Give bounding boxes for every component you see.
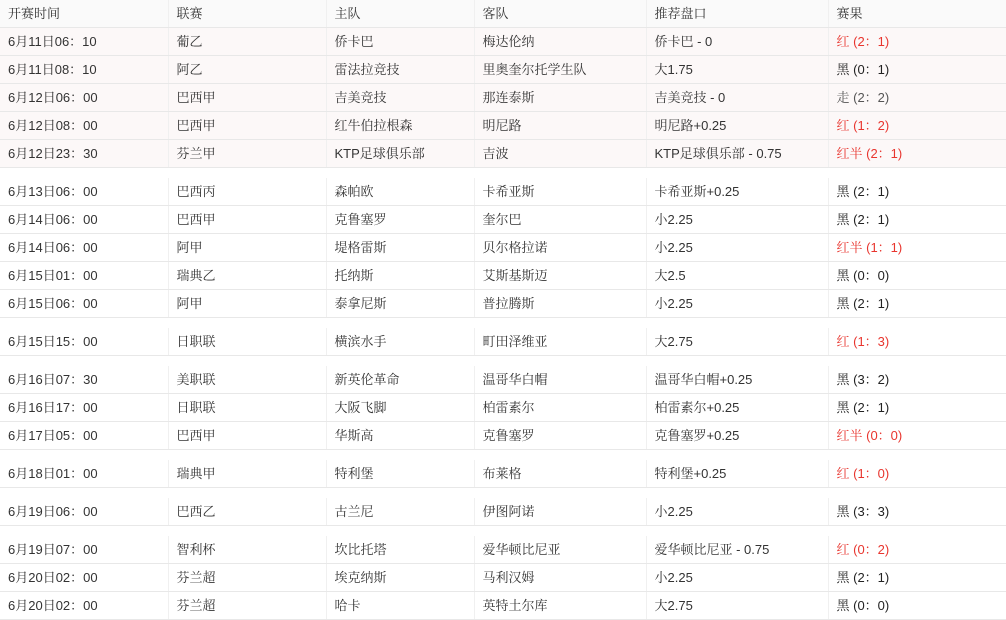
cell-result: 黑 (3：3) (828, 498, 1006, 526)
cell-result: 红 (1：3) (828, 328, 1006, 356)
cell-league: 巴西甲 (168, 112, 326, 140)
table-row[interactable] (0, 206, 1006, 234)
cell-away-team: 町田泽维亚 (474, 328, 646, 356)
cell-time: 6月11日06：10 (0, 28, 168, 56)
cell-result: 黑 (2：1) (828, 290, 1006, 318)
cell-away-team: 英特土尔库 (474, 592, 646, 620)
table-row[interactable] (0, 498, 1006, 526)
cell-pick: 小2.25 (646, 564, 828, 592)
cell-league: 阿乙 (168, 56, 326, 84)
cell-result: 红 (0：2) (828, 536, 1006, 564)
cell-pick: 克鲁塞罗+0.25 (646, 422, 828, 450)
table-row[interactable] (0, 28, 1006, 56)
table-row[interactable] (0, 366, 1006, 394)
cell-time: 6月12日23：30 (0, 140, 168, 168)
cell-time: 6月16日07：30 (0, 366, 168, 394)
table-row[interactable] (0, 328, 1006, 356)
cell-time: 6月11日08：10 (0, 56, 168, 84)
cell-league: 瑞典乙 (168, 262, 326, 290)
cell-result: 黑 (0：0) (828, 262, 1006, 290)
cell-home-team: 大阪飞脚 (326, 394, 474, 422)
table-row[interactable] (0, 140, 1006, 168)
cell-away-team: 卡希亚斯 (474, 178, 646, 206)
cell-away-team: 马利汉姆 (474, 564, 646, 592)
cell-away-team: 明尼路 (474, 112, 646, 140)
cell-league: 芬兰超 (168, 592, 326, 620)
cell-pick: 温哥华白帽+0.25 (646, 366, 828, 394)
cell-away-team: 奎尔巴 (474, 206, 646, 234)
cell-away-team: 柏雷素尔 (474, 394, 646, 422)
cell-result: 走 (2：2) (828, 84, 1006, 112)
cell-pick: 大1.75 (646, 56, 828, 84)
table-header (0, 0, 1006, 28)
cell-home-team: 泰拿尼斯 (326, 290, 474, 318)
cell-away-team: 艾斯基斯迈 (474, 262, 646, 290)
cell-home-team: 红牛伯拉根森 (326, 112, 474, 140)
cell-league: 芬兰甲 (168, 140, 326, 168)
cell-result: 黑 (2：1) (828, 206, 1006, 234)
cell-home-team: 坎比托塔 (326, 536, 474, 564)
cell-time: 6月14日06：00 (0, 206, 168, 234)
row-spacer (0, 526, 1006, 537)
cell-away-team: 普拉腾斯 (474, 290, 646, 318)
cell-home-team: 侨卡巴 (326, 28, 474, 56)
cell-away-team: 克鲁塞罗 (474, 422, 646, 450)
cell-time: 6月18日01：00 (0, 460, 168, 488)
cell-home-team: KTP足球俱乐部 (326, 140, 474, 168)
cell-league: 瑞典甲 (168, 460, 326, 488)
table-row[interactable] (0, 234, 1006, 262)
cell-pick: 吉美竞技 - 0 (646, 84, 828, 112)
cell-pick: 侨卡巴 - 0 (646, 28, 828, 56)
table-row[interactable] (0, 592, 1006, 620)
cell-time: 6月19日07：00 (0, 536, 168, 564)
cell-home-team: 吉美竞技 (326, 84, 474, 112)
column-header-result: 赛果 (828, 0, 1006, 28)
cell-league: 日职联 (168, 328, 326, 356)
cell-pick: 柏雷素尔+0.25 (646, 394, 828, 422)
spacer-cell (0, 168, 1006, 179)
cell-home-team: 雷法拉竞技 (326, 56, 474, 84)
spacer-cell (0, 488, 1006, 499)
spacer-cell (0, 450, 1006, 461)
table-row[interactable] (0, 536, 1006, 564)
cell-result: 红半 (2：1) (828, 140, 1006, 168)
column-header-league: 联赛 (168, 0, 326, 28)
cell-league: 日职联 (168, 394, 326, 422)
cell-league: 巴西甲 (168, 84, 326, 112)
cell-time: 6月15日15：00 (0, 328, 168, 356)
cell-pick: 大2.75 (646, 328, 828, 356)
cell-away-team: 梅达伦纳 (474, 28, 646, 56)
cell-time: 6月19日06：00 (0, 498, 168, 526)
cell-pick: 小2.25 (646, 234, 828, 262)
cell-away-team: 布莱格 (474, 460, 646, 488)
cell-league: 阿甲 (168, 234, 326, 262)
table-row[interactable] (0, 394, 1006, 422)
column-header-home-team: 主队 (326, 0, 474, 28)
cell-pick: 大2.5 (646, 262, 828, 290)
cell-league: 阿甲 (168, 290, 326, 318)
spacer-cell (0, 526, 1006, 537)
cell-result: 红 (1：2) (828, 112, 1006, 140)
cell-pick: 特利堡+0.25 (646, 460, 828, 488)
cell-time: 6月20日02：00 (0, 564, 168, 592)
column-header-pick: 推荐盘口 (646, 0, 828, 28)
table-row[interactable] (0, 564, 1006, 592)
cell-league: 美职联 (168, 366, 326, 394)
cell-result: 黑 (3：2) (828, 366, 1006, 394)
row-spacer (0, 356, 1006, 367)
cell-away-team: 贝尔格拉诺 (474, 234, 646, 262)
cell-result: 红半 (0：0) (828, 422, 1006, 450)
cell-pick: KTP足球俱乐部 - 0.75 (646, 140, 828, 168)
cell-time: 6月15日01：00 (0, 262, 168, 290)
table-body (0, 28, 1006, 620)
cell-pick: 爱华顿比尼亚 - 0.75 (646, 536, 828, 564)
cell-pick: 小2.25 (646, 290, 828, 318)
cell-result: 黑 (2：1) (828, 564, 1006, 592)
cell-away-team: 温哥华白帽 (474, 366, 646, 394)
cell-result: 黑 (0：1) (828, 56, 1006, 84)
cell-time: 6月13日06：00 (0, 178, 168, 206)
cell-league: 巴西甲 (168, 206, 326, 234)
column-header-time: 开赛时间 (0, 0, 168, 28)
cell-time: 6月15日06：00 (0, 290, 168, 318)
cell-away-team: 爱华顿比尼亚 (474, 536, 646, 564)
spacer-cell (0, 356, 1006, 367)
cell-home-team: 克鲁塞罗 (326, 206, 474, 234)
cell-result: 黑 (2：1) (828, 394, 1006, 422)
cell-time: 6月12日08：00 (0, 112, 168, 140)
cell-away-team: 里奥奎尔托学生队 (474, 56, 646, 84)
cell-league: 巴西甲 (168, 422, 326, 450)
cell-home-team: 特利堡 (326, 460, 474, 488)
cell-time: 6月12日06：00 (0, 84, 168, 112)
cell-away-team: 吉波 (474, 140, 646, 168)
cell-league: 芬兰超 (168, 564, 326, 592)
header-row (0, 0, 1006, 28)
cell-away-team: 那连泰斯 (474, 84, 646, 112)
cell-league: 巴西乙 (168, 498, 326, 526)
row-spacer (0, 450, 1006, 461)
table-row[interactable] (0, 112, 1006, 140)
cell-league: 巴西丙 (168, 178, 326, 206)
table-row[interactable] (0, 422, 1006, 450)
row-spacer (0, 318, 1006, 329)
cell-pick: 大2.75 (646, 592, 828, 620)
cell-pick: 卡希亚斯+0.25 (646, 178, 828, 206)
row-spacer (0, 488, 1006, 499)
cell-home-team: 堤格雷斯 (326, 234, 474, 262)
cell-home-team: 横滨水手 (326, 328, 474, 356)
cell-result: 红 (2：1) (828, 28, 1006, 56)
cell-home-team: 森帕欧 (326, 178, 474, 206)
cell-result: 红半 (1：1) (828, 234, 1006, 262)
cell-pick: 小2.25 (646, 498, 828, 526)
cell-home-team: 华斯高 (326, 422, 474, 450)
cell-away-team: 伊图阿诺 (474, 498, 646, 526)
table-row[interactable] (0, 290, 1006, 318)
cell-pick: 明尼路+0.25 (646, 112, 828, 140)
table-row[interactable] (0, 178, 1006, 206)
row-spacer (0, 168, 1006, 179)
table-row[interactable] (0, 460, 1006, 488)
table-row[interactable] (0, 262, 1006, 290)
cell-time: 6月17日05：00 (0, 422, 168, 450)
cell-home-team: 哈卡 (326, 592, 474, 620)
spacer-cell (0, 318, 1006, 329)
cell-result: 红 (1：0) (828, 460, 1006, 488)
cell-time: 6月20日02：00 (0, 592, 168, 620)
cell-home-team: 新英伦革命 (326, 366, 474, 394)
table-row[interactable] (0, 84, 1006, 112)
cell-home-team: 古兰尼 (326, 498, 474, 526)
cell-league: 葡乙 (168, 28, 326, 56)
column-header-away-team: 客队 (474, 0, 646, 28)
cell-result: 黑 (2：1) (828, 178, 1006, 206)
cell-result: 黑 (0：0) (828, 592, 1006, 620)
cell-league: 智利杯 (168, 536, 326, 564)
cell-pick: 小2.25 (646, 206, 828, 234)
cell-home-team: 托纳斯 (326, 262, 474, 290)
cell-home-team: 埃克纳斯 (326, 564, 474, 592)
cell-time: 6月14日06：00 (0, 234, 168, 262)
table-row[interactable] (0, 56, 1006, 84)
cell-time: 6月16日17：00 (0, 394, 168, 422)
